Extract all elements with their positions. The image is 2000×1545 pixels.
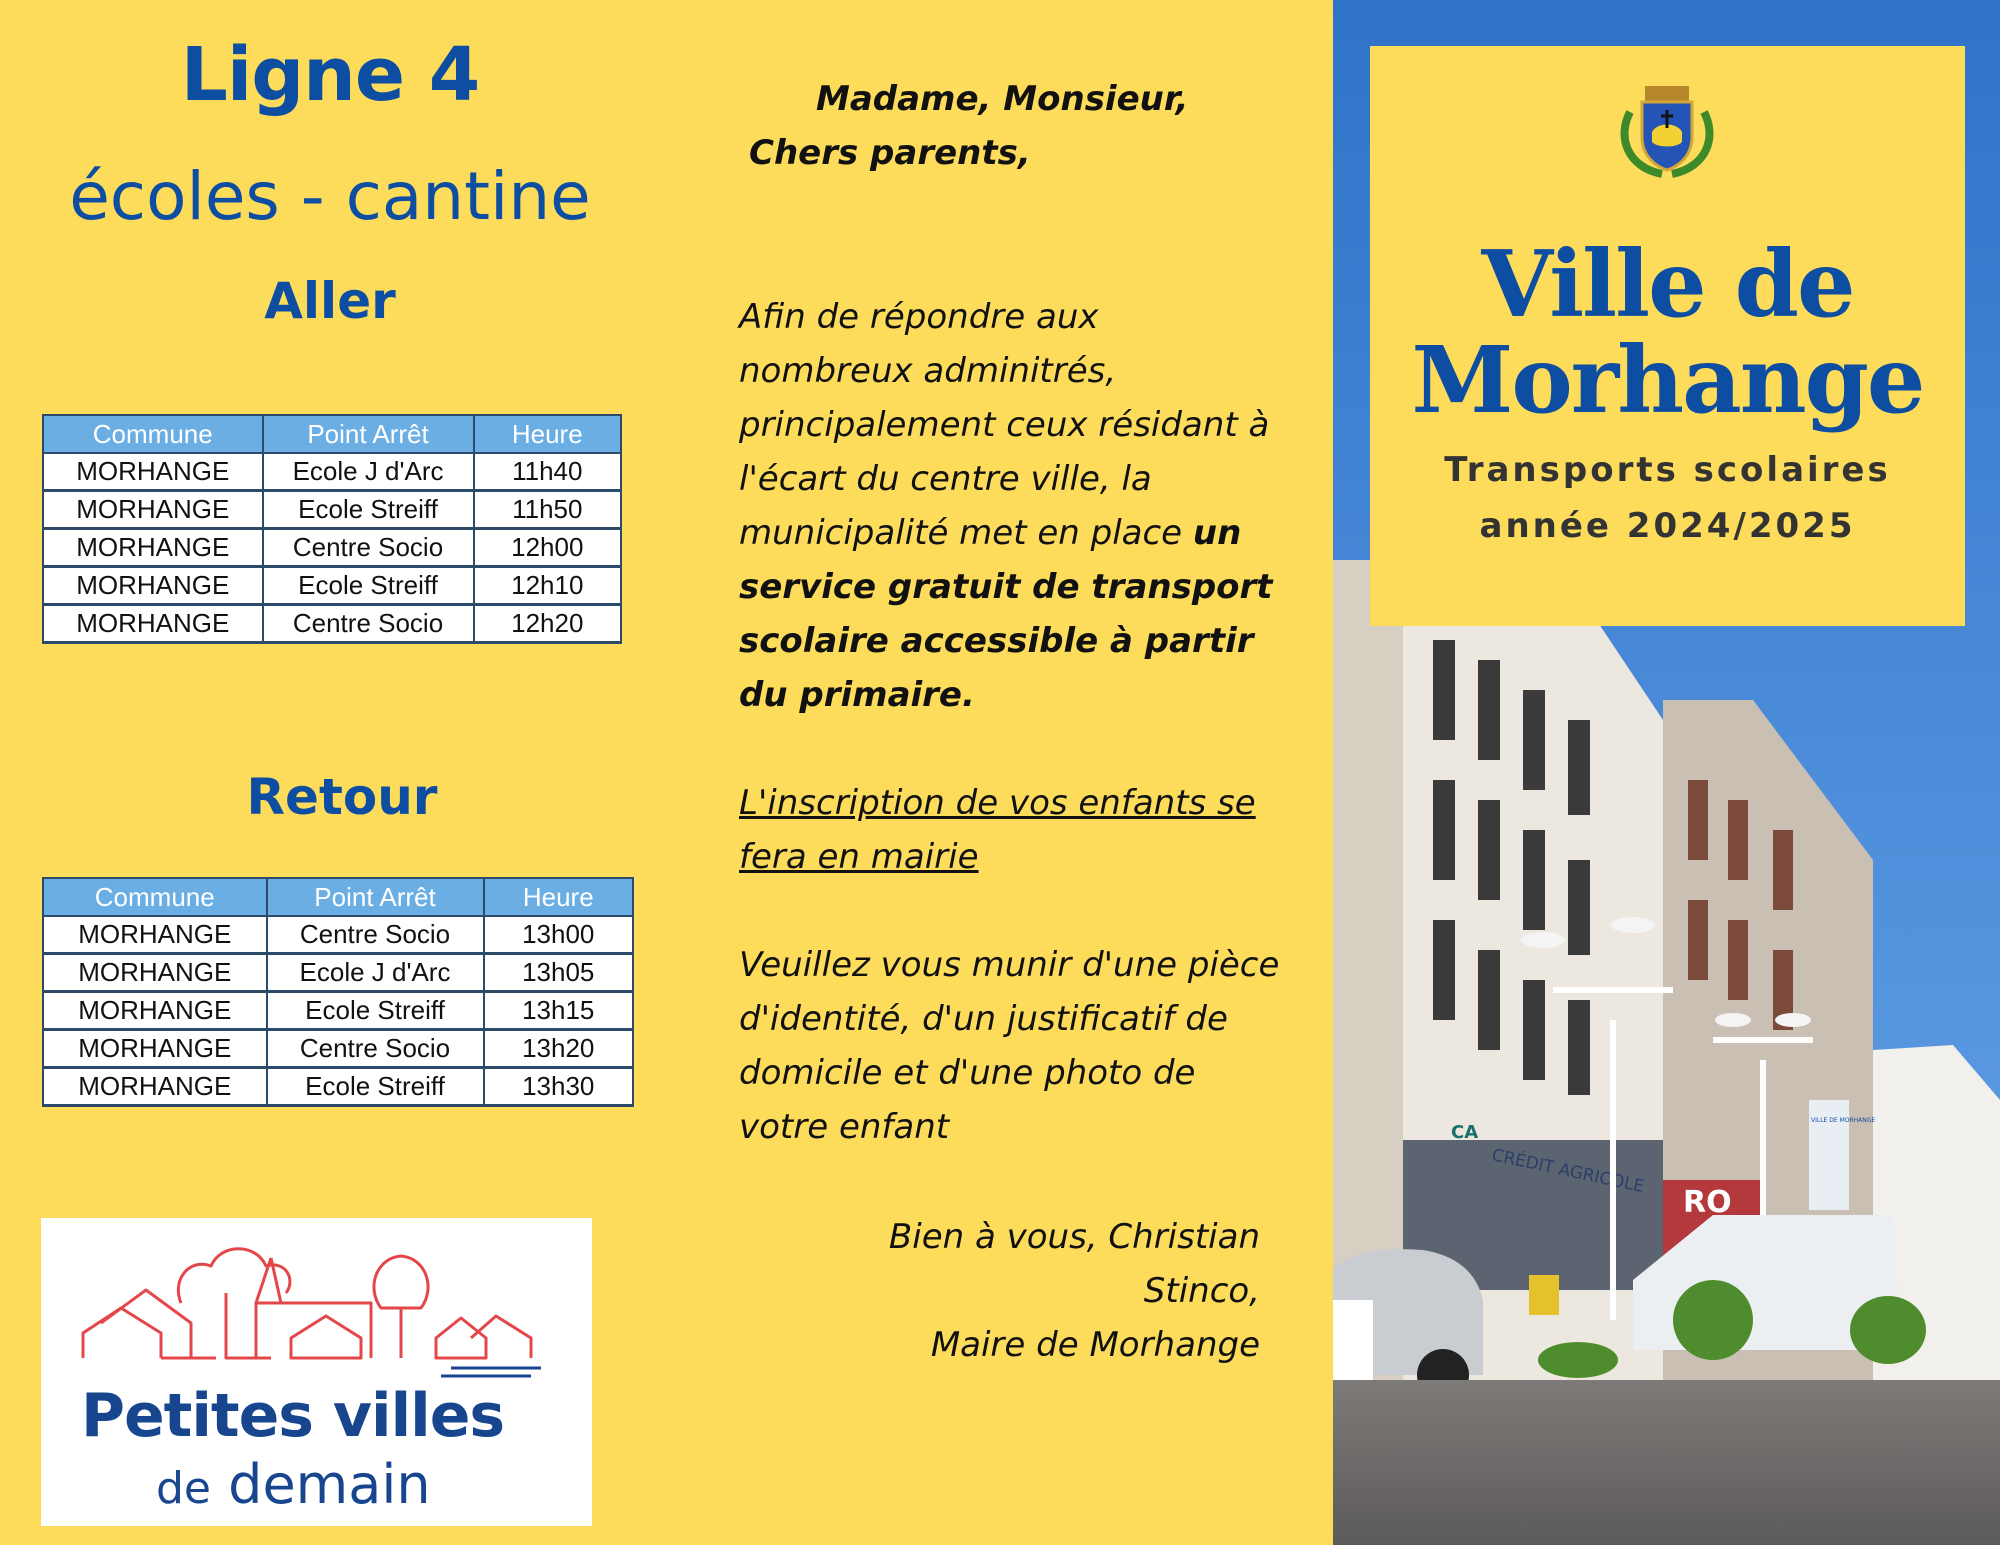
aller-heading: Aller xyxy=(264,272,396,330)
column-header-commune: Commune xyxy=(43,878,267,916)
letter-panel xyxy=(660,0,1333,1545)
stop-cell: Ecole Streiff xyxy=(263,567,474,605)
town-title xyxy=(1370,230,1965,434)
time-cell: 12h20 xyxy=(474,605,621,643)
village-drawing-icon xyxy=(41,1218,592,1378)
line-subtitle: écoles - cantine xyxy=(69,158,591,235)
commune-cell: MORHANGE xyxy=(43,529,263,567)
greeting-line-2: Chers parents, xyxy=(749,133,1031,173)
text-line xyxy=(739,506,1273,560)
time-cell: 13h00 xyxy=(484,916,633,954)
stop-cell: Centre Socio xyxy=(267,1030,484,1068)
text-line: fera en mairie xyxy=(739,837,979,877)
text-line: Afin de répondre aux xyxy=(739,297,1099,337)
cover-panel xyxy=(1333,0,2000,1545)
time-cell: 11h50 xyxy=(474,491,621,529)
stop-cell: Centre Socio xyxy=(263,529,474,567)
stop-cell: Ecole Streiff xyxy=(263,491,474,529)
signature xyxy=(780,1210,1260,1372)
line-title: Ligne 4 xyxy=(180,32,480,118)
text-line: votre enfant xyxy=(739,1107,950,1147)
bank-logo: CA xyxy=(1451,1122,1479,1143)
text-line: Veuillez vous munir d'une pièce xyxy=(739,945,1280,985)
town-title-line-1: Ville de xyxy=(1481,230,1854,338)
text-line: d'identité, d'un justificatif de xyxy=(739,999,1228,1039)
column-header-point-arret: Point Arrêt xyxy=(267,878,484,916)
signature-line: Bien à vous, Christian Stinco, xyxy=(888,1217,1260,1311)
logo-text-de: de xyxy=(156,1463,211,1514)
stop-cell: Ecole Streiff xyxy=(267,992,484,1030)
stop-cell: Ecole Streiff xyxy=(267,1068,484,1106)
cover-subtitle-line-2: année 2024/2025 xyxy=(1479,506,1856,546)
table-row xyxy=(43,529,621,567)
commune-cell: MORHANGE xyxy=(43,992,267,1030)
commune-cell: MORHANGE xyxy=(43,491,263,529)
table-row xyxy=(43,1068,633,1106)
table-header-row xyxy=(43,415,621,453)
letter-paragraph-1 xyxy=(739,290,1273,722)
column-header-heure: Heure xyxy=(474,415,621,453)
registration-note xyxy=(739,776,1256,884)
time-cell: 13h30 xyxy=(484,1068,633,1106)
shop-sign: RO xyxy=(1683,1185,1732,1220)
column-header-point-arret: Point Arrêt xyxy=(263,415,474,453)
text-span-bold: un xyxy=(1192,513,1242,553)
text-line: L'inscription de vos enfants se xyxy=(739,783,1256,823)
text-line-bold: du primaire. xyxy=(739,675,975,715)
commune-cell: MORHANGE xyxy=(43,453,263,491)
text-line-bold: service gratuit de transport xyxy=(739,567,1273,607)
commune-cell: MORHANGE xyxy=(43,1068,267,1106)
column-header-heure: Heure xyxy=(484,878,633,916)
commune-cell: MORHANGE xyxy=(43,916,267,954)
time-cell: 12h10 xyxy=(474,567,621,605)
coat-of-arms-icon xyxy=(1612,82,1722,182)
table-row xyxy=(43,954,633,992)
commune-cell: MORHANGE xyxy=(43,567,263,605)
column-header-commune: Commune xyxy=(43,415,263,453)
table-row xyxy=(43,453,621,491)
table-header-row xyxy=(43,878,633,916)
text-line: l'écart du centre ville, la xyxy=(739,459,1152,499)
time-cell: 12h00 xyxy=(474,529,621,567)
text-line: domicile et d'une photo de xyxy=(739,1053,1196,1093)
street-banner-text: VILLE DE MORHANGE xyxy=(1811,1117,1876,1124)
stop-cell: Centre Socio xyxy=(263,605,474,643)
left-panel xyxy=(0,0,660,1545)
text-span: municipalité met en place xyxy=(739,513,1193,553)
time-cell: 11h40 xyxy=(474,453,621,491)
text-line-bold: scolaire accessible à partir xyxy=(739,621,1254,661)
signature-line: Maire de Morhange xyxy=(930,1325,1260,1365)
bank-sign: CRÉDIT AGRICOLE xyxy=(1489,1145,1646,1198)
retour-heading: Retour xyxy=(246,768,438,826)
logo-text-demain: demain xyxy=(228,1453,431,1516)
cover-title-card xyxy=(1370,46,1965,626)
cover-subtitle xyxy=(1370,442,1965,554)
time-cell: 13h05 xyxy=(484,954,633,992)
documents-note xyxy=(739,938,1279,1154)
text-line: nombreux adminitrés, xyxy=(739,351,1117,391)
time-cell: 13h20 xyxy=(484,1030,633,1068)
table-row xyxy=(43,491,621,529)
commune-cell: MORHANGE xyxy=(43,954,267,992)
petites-villes-de-demain-logo xyxy=(41,1218,592,1526)
table-row xyxy=(43,992,633,1030)
time-cell: 13h15 xyxy=(484,992,633,1030)
commune-cell: MORHANGE xyxy=(43,605,263,643)
logo-text-petites-villes: Petites villes xyxy=(81,1381,505,1451)
stop-cell: Centre Socio xyxy=(267,916,484,954)
cover-subtitle-line-1: Transports scolaires xyxy=(1444,450,1891,490)
logo-text-de-demain xyxy=(156,1453,431,1516)
greeting-line-1: Madame, Monsieur, xyxy=(816,79,1189,119)
stop-cell: Ecole J d'Arc xyxy=(267,954,484,992)
aller-schedule-table xyxy=(42,414,622,644)
retour-schedule-table xyxy=(42,877,634,1107)
table-row xyxy=(43,916,633,954)
town-title-line-2: Morhange xyxy=(1411,326,1924,434)
text-line: principalement ceux résidant à xyxy=(739,405,1270,445)
table-row xyxy=(43,1030,633,1068)
stop-cell: Ecole J d'Arc xyxy=(263,453,474,491)
table-row xyxy=(43,567,621,605)
commune-cell: MORHANGE xyxy=(43,1030,267,1068)
table-row xyxy=(43,605,621,643)
